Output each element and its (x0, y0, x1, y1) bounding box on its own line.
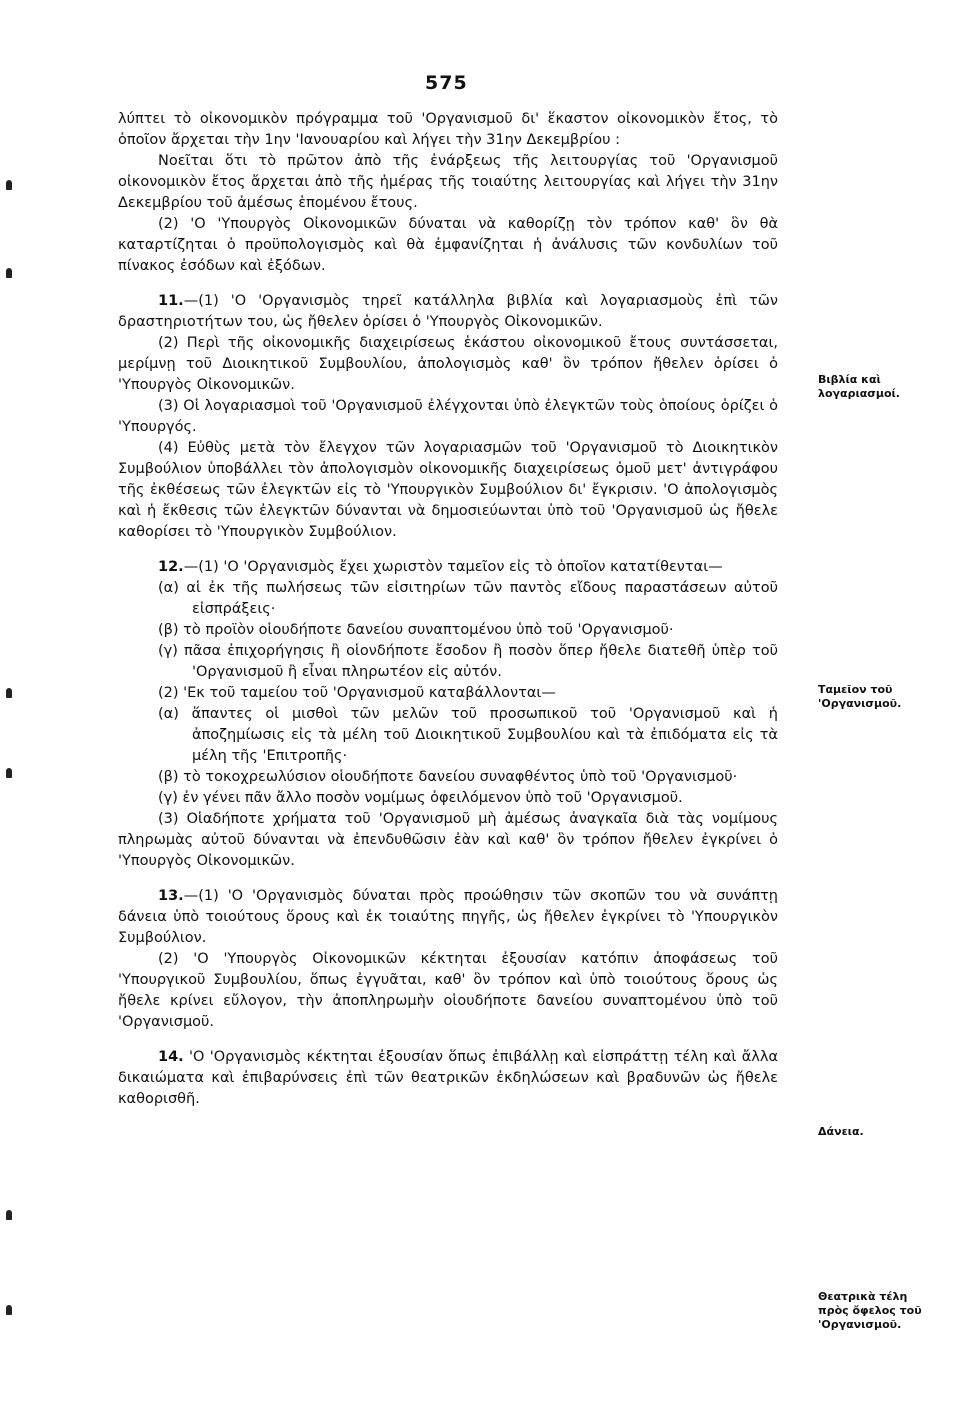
list-item: (γ) πᾶσα ἐπιχορήγησις ἢ οἱονδήποτε ἔσοδον ἢ ποσὸν ὅπερ ἤθελε διατεθῆ ὑπὲρ τοῦ 'Οργανισμοῦ ἢ εἶναι πληρωτέον εἰς αὐτόν. (158, 643, 778, 680)
article-number: 12. (158, 559, 184, 575)
paragraph: (2) 'Ο 'Υπουργὸς Οἰκονομικῶν κέκτηται ἐξουσίαν κατόπιν ἀποφάσεως τοῦ 'Υπουργικοῦ Συμβουλίου, ὅπως ἐγγυᾶται, καθ' ὃν τρόπον καὶ ὑπὸ τοιούτους ὅρους ὡς ἤθελε κρίνει εὔλογον, τὴν ἀποπληρωμὴν οἱουδήποτε δανείου συναπτομένου ὑπὸ τοῦ 'Οργανισμοῦ. (118, 951, 778, 1030)
paragraph: Νοεῖται ὅτι τὸ πρῶτον ἀπὸ τῆς ἐνάρξεως τῆς λειτουργίας τοῦ 'Οργανισμοῦ οἰκονομικὸν ἔτος ἄρχεται ἀπὸ τῆς ἡμέρας τῆς τοιαύτης λειτουργίας καὶ λήγει τὴν 31ην Δεκεμβρίου τοῦ ἀμέσως ἑπομένου ἔτους. (118, 153, 778, 211)
margin-bullet-mark (6, 768, 12, 778)
article-12-paragraph (118, 557, 778, 578)
margin-bullet-mark (6, 1210, 12, 1220)
paragraph: λύπτει τὸ οἰκονομικὸν πρόγραμμα τοῦ 'Οργανισμοῦ δι' ἕκαστον οἰκονομικὸν ἔτος, τὸ ὁποῖον ἄρχεται τὴν 1ην 'Ιανουαρίου καὶ λήγει τὴν 31ην Δεκεμβρίου : (118, 111, 778, 148)
article-number: 11. (158, 293, 184, 309)
list-item: (α) ἅπαντες οἱ μισθοὶ τῶν μελῶν τοῦ προσωπικοῦ τοῦ 'Οργανισμοῦ καὶ ἡ ἀποζημίωσις εἰς τὰ μέλη τοῦ Διοικητικοῦ Συμβουλίου καὶ τὰ ἐπιδόματα εἰς τὰ μέλη τῆς 'Επιτροπῆς· (158, 706, 778, 764)
paragraph: (4) Εὐθὺς μετὰ τὸν ἔλεγχον τῶν λογαριασμῶν τοῦ 'Οργανισμοῦ τὸ Διοικητικὸν Συμβούλιον ὑποβάλλει τὸν ἀπολογισμὸν οἰκονομικῆς διαχειρίσεως ὁμοῦ μετ' ἀντιγράφου τῆς ἐκθέσεως τῶν ἐλεγκτῶν εἰς τὸ 'Υπουργικὸν Συμβούλιον δι' ἔγκρισιν. 'Ο ἀπολογισμὸς καὶ ἡ ἔκθεσις τῶν ἐλεγκτῶν δύνανται νὰ δημοσιεύωνται ὑπὸ τοῦ 'Οργανισμοῦ ὡς ἤθελε καθορίσει τὸ 'Υπουργικὸν Συμβούλιον. (118, 440, 778, 540)
article-number: 13. (158, 888, 184, 904)
article-14-paragraph (118, 1047, 778, 1110)
article-number: 14. (158, 1049, 184, 1065)
text-column (118, 109, 778, 1110)
margin-note-loans: Δάνεια. (818, 1125, 864, 1138)
list-item: (γ) ἐν γένει πᾶν ἄλλο ποσὸν νομίμως ὀφειλόμενον ὑπὸ τοῦ 'Οργανισμοῦ. (158, 790, 683, 806)
margin-note-treasury: Ταμεῖον τοῦ 'Οργανισμοῦ. (818, 683, 902, 710)
article-text: —(1) 'Ο 'Οργανισμὸς τηρεῖ κατάλληλα βιβλία καὶ λογαριασμοὺς ἐπὶ τῶν δραστηριοτήτων του, ὡς ἤθελεν ὁρίσει ὁ 'Υπουργὸς Οἰκονομικῶν. (118, 293, 778, 330)
margin-bullet-mark (6, 268, 12, 278)
list-item: (α) αἱ ἐκ τῆς πωλήσεως τῶν εἰσιτηρίων τῶν παντὸς εἴδους παραστάσεων αὐτοῦ εἰσπράξεις· (158, 580, 778, 617)
paragraph: (3) Οἱ λογαριασμοὶ τοῦ 'Οργανισμοῦ ἐλέγχονται ὑπὸ ἐλεγκτῶν τοὺς ὁποίους ὁρίζει ὁ 'Υπουργός. (118, 398, 778, 435)
article-13-paragraph (118, 886, 778, 949)
article-11-paragraph (118, 291, 778, 333)
margin-bullet-mark (6, 1305, 12, 1315)
paragraph: (3) Οἱαδήποτε χρήματα τοῦ 'Οργανισμοῦ μὴ ἀμέσως ἀναγκαῖα διὰ τὰς νομίμους πληρωμὰς αὐτοῦ δύνανται νὰ ἐπενδυθῶσιν ἐὰν καὶ καθ' ὃν τρόπον ἤθελεν ἐγκρίνει ὁ 'Υπουργὸς Οἰκονομικῶν. (118, 811, 778, 869)
margin-note-theatre-fees: Θεατρικὰ τέλη πρὸς ὄφελος τοῦ 'Οργανισμοῦ. (818, 1290, 922, 1331)
article-text: —(1) 'Ο 'Οργανισμὸς δύναται πρὸς προώθησιν τῶν σκοπῶν του νὰ συνάπτῃ δάνεια ὑπὸ τοιούτους ὅρους καὶ ἐκ τοιαύτης πηγῆς, ὡς ἤθελεν ἐγκρίνει τὸ 'Υπουργικὸν Συμβούλιον. (118, 888, 778, 946)
article-text: —(1) 'Ο 'Οργανισμὸς ἔχει χωριστὸν ταμεῖον εἰς τὸ ὁποῖον κατατίθενται— (183, 559, 723, 575)
paragraph: (2) 'Εκ τοῦ ταμείου τοῦ 'Οργανισμοῦ καταβάλλονται— (158, 685, 556, 701)
list-item: (β) τὸ τοκοχρεωλύσιον οἱουδήποτε δανείου συναφθέντος ὑπὸ τοῦ 'Οργανισμοῦ· (158, 769, 738, 785)
paragraph: (2) Περὶ τῆς οἰκονομικῆς διαχειρίσεως ἑκάστου οἰκονομικοῦ ἔτους συντάσσεται, μερίμνῃ τοῦ Διοικητικοῦ Συμβουλίου, ἀπολογισμὸς καθ' ὃν τρόπον ἤθελεν ὁρίσει ὁ 'Υπουργὸς Οἰκονομικῶν. (118, 335, 778, 393)
margin-note-books: Βιβλία καὶ λογαριασμοί. (818, 373, 900, 400)
page-number: 575 (425, 72, 468, 94)
list-item: (β) τὸ προϊὸν οἱουδήποτε δανείου συναπτομένου ὑπὸ τοῦ 'Οργανισμοῦ· (158, 622, 674, 638)
margin-bullet-mark (6, 180, 12, 190)
article-text: 'Ο 'Οργανισμὸς κέκτηται ἐξουσίαν ὅπως ἐπιβάλλῃ καὶ εἰσπράττῃ τέλη καὶ ἄλλα δικαιώματα καὶ ἐπιβαρύνσεις ἐπὶ τῶν θεατρικῶν ἐκδηλώσεων καὶ βραδυνῶν ὡς ἤθελε καθορισθῆ. (118, 1049, 778, 1107)
margin-bullet-mark (6, 688, 12, 698)
paragraph: (2) 'Ο 'Υπουργὸς Οἰκονομικῶν δύναται νὰ καθορίζῃ τὸν τρόπον καθ' ὃν θὰ καταρτίζηται ὁ προϋπολογισμὸς καὶ θὰ ἐμφανίζηται ἡ ἀνάλυσις τῶν κονδυλίων τοῦ πίνακος ἐσόδων καὶ ἐξόδων. (118, 216, 778, 274)
